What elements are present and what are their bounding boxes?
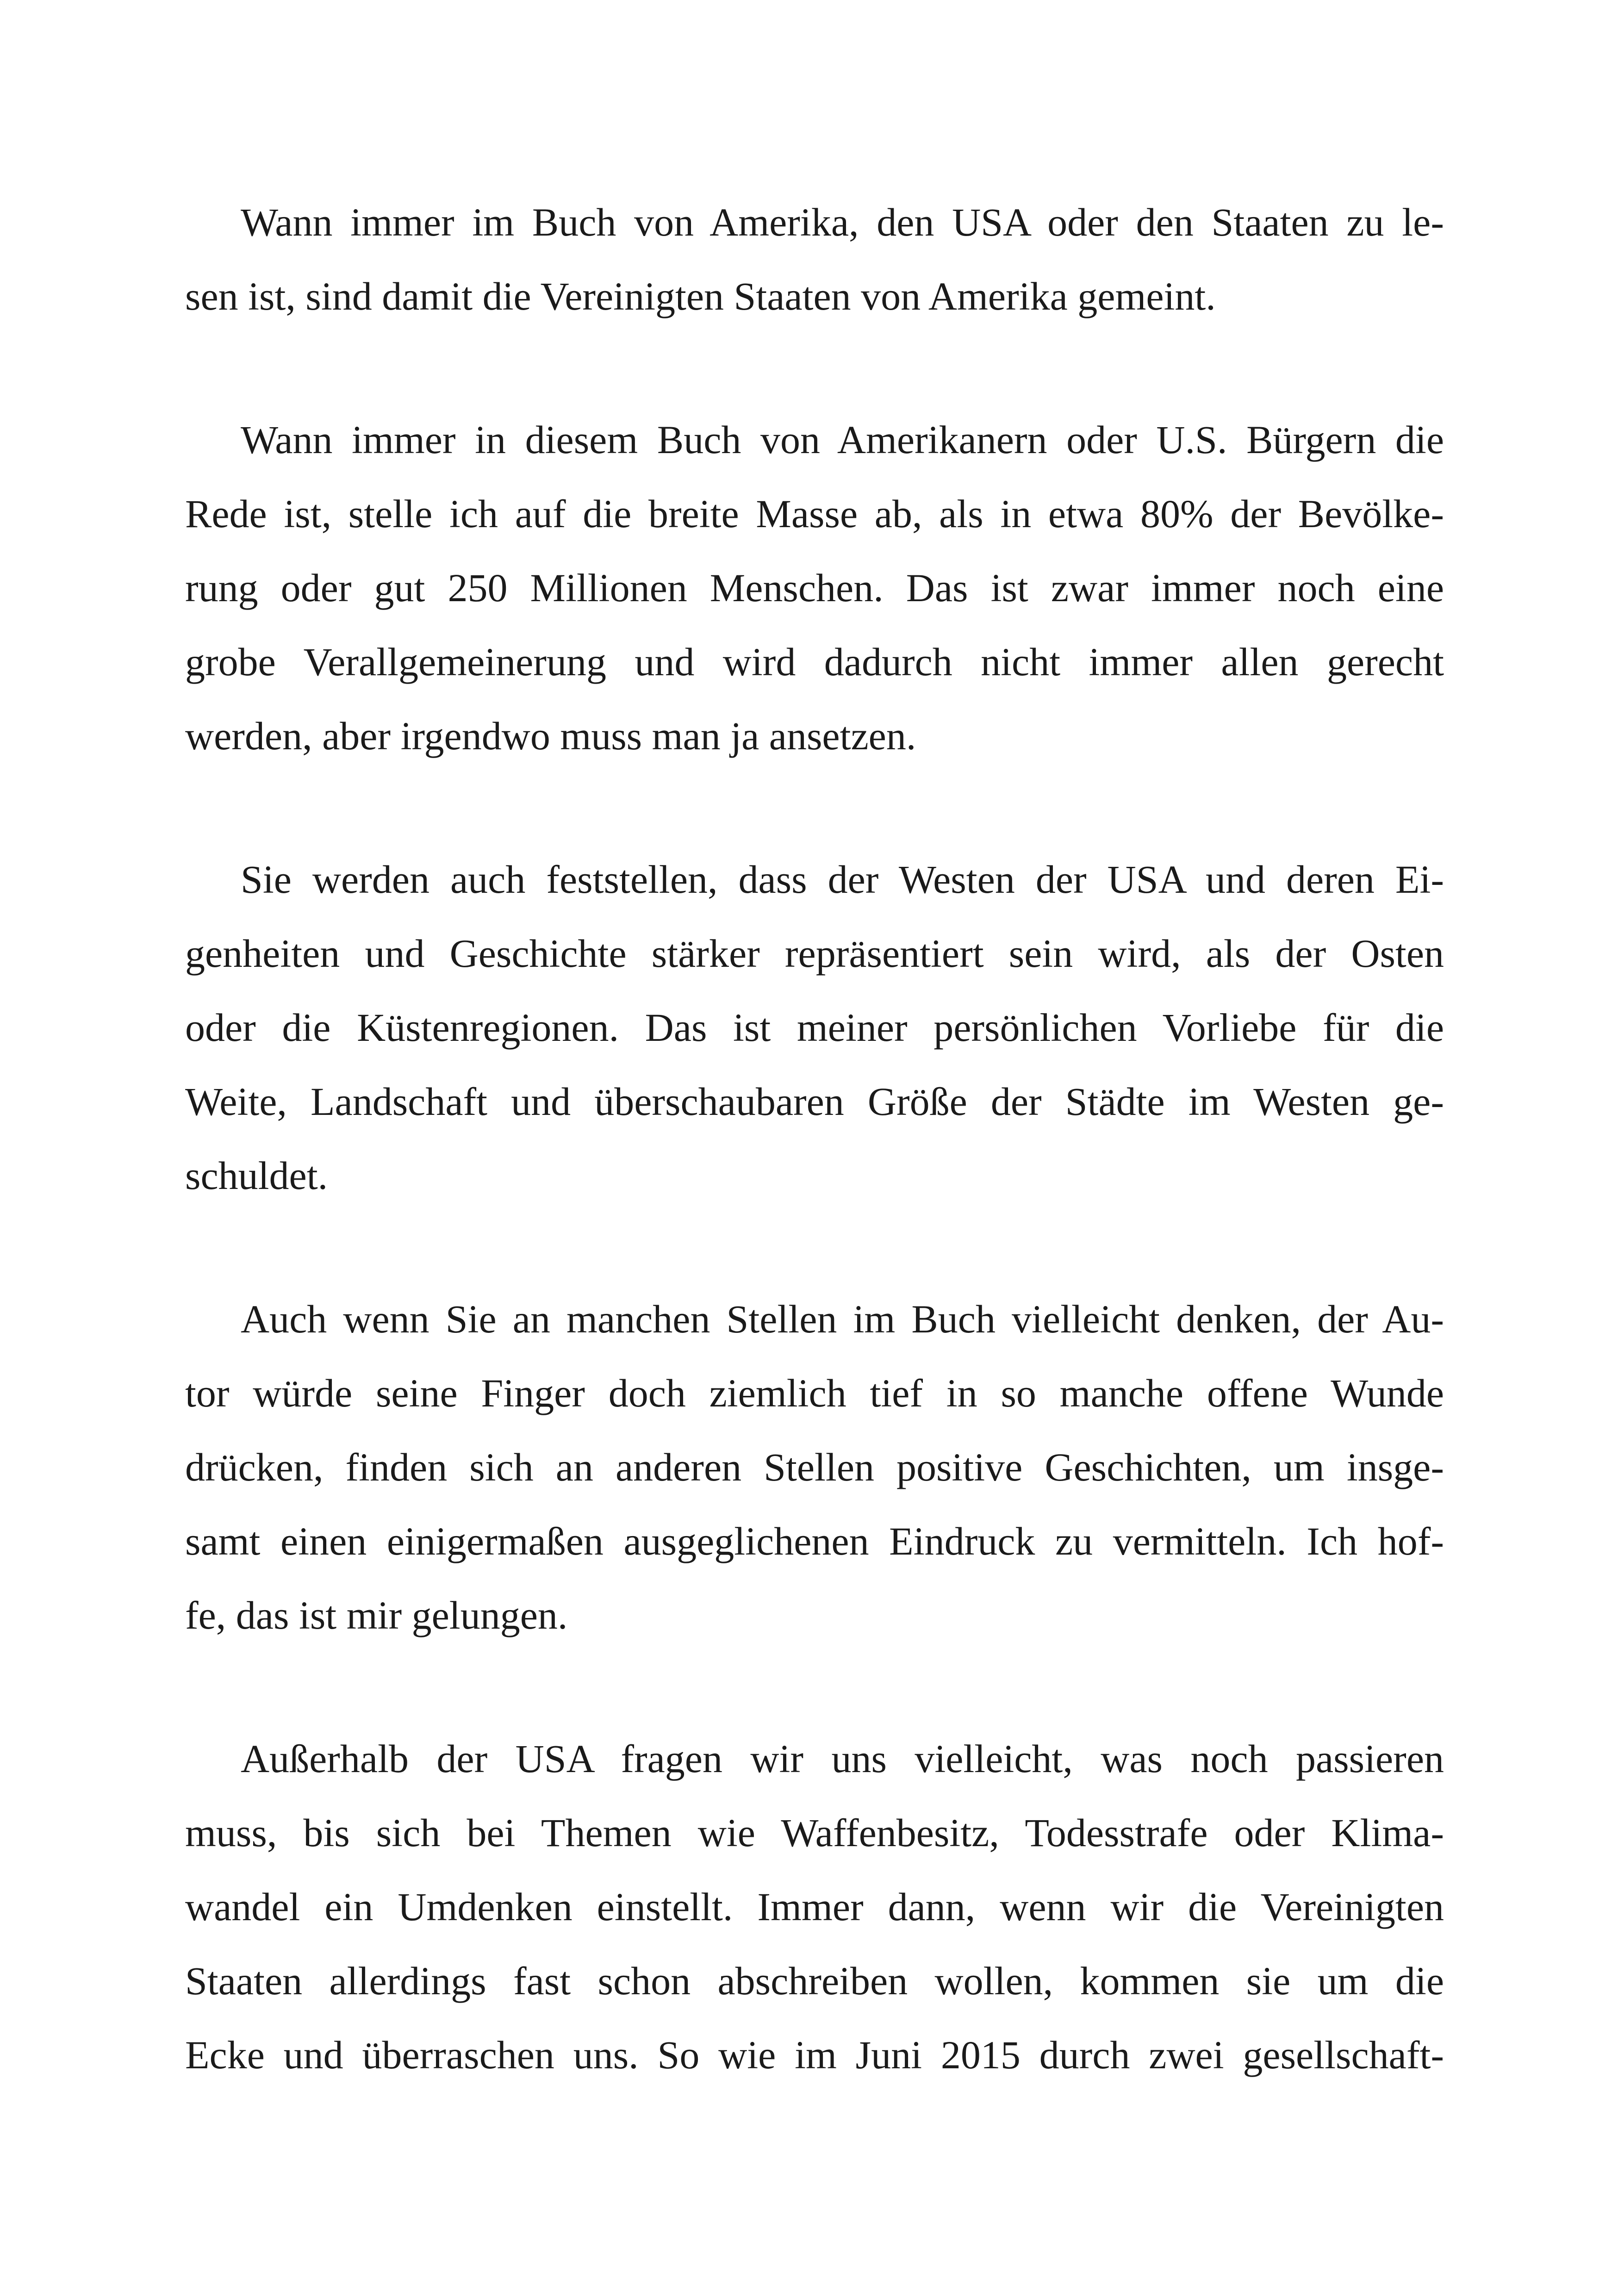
- text-line: Wann immer in diesem Buch von Amerikanern oder U.S. Bürgern die: [241, 417, 1444, 462]
- text-line: schuldet.: [185, 1153, 328, 1198]
- text-line: Ecke und überraschen uns. So wie im Juni 2015 durch zwei gesellschaft-: [185, 2033, 1444, 2077]
- text-line: Weite, Landschaft und überschaubaren Größe der Städte im Westen ge-: [185, 1079, 1444, 1124]
- text-line: werden, aber irgendwo muss man ja ansetzen.: [185, 714, 916, 758]
- paragraph-2: [185, 403, 1444, 773]
- text-line: muss, bis sich bei Themen wie Waffenbesitz, Todesstrafe oder Klima-: [185, 1811, 1444, 1855]
- text-line: drücken, finden sich an anderen Stellen positive Geschichten, um insge-: [185, 1445, 1444, 1489]
- paragraph-1: [185, 185, 1444, 333]
- text-line: samt einen einigermaßen ausgeglichenen Eindruck zu vermitteln. Ich hof-: [185, 1519, 1444, 1563]
- text-line: grobe Verallgemeinerung und wird dadurch nicht immer allen gerecht: [185, 640, 1444, 684]
- text-line: tor würde seine Finger doch ziemlich tief in so manche offene Wunde: [185, 1371, 1444, 1415]
- text-line: fe, das ist mir gelungen.: [185, 1593, 568, 1637]
- text-line: wandel ein Umdenken einstellt. Immer dann, wenn wir die Vereinigten: [185, 1885, 1444, 1929]
- body-text: [185, 185, 1444, 2092]
- text-line: Staaten allerdings fast schon abschreiben wollen, kommen sie um die: [185, 1959, 1444, 2003]
- text-line: Außerhalb der USA fragen wir uns vielleicht, was noch passieren: [241, 1736, 1444, 1781]
- text-line: Sie werden auch feststellen, dass der Westen der USA und deren Ei-: [241, 857, 1444, 902]
- text-line: rung oder gut 250 Millionen Menschen. Das ist zwar immer noch eine: [185, 566, 1444, 610]
- paragraph-4: [185, 1282, 1444, 1652]
- paragraph-3: [185, 842, 1444, 1213]
- text-line: oder die Küstenregionen. Das ist meiner persönlichen Vorliebe für die: [185, 1005, 1444, 1050]
- text-line: sen ist, sind damit die Vereinigten Staaten von Amerika gemeint.: [185, 274, 1216, 318]
- text-line: genheiten und Geschichte stärker repräsentiert sein wird, als der Osten: [185, 931, 1444, 976]
- text-line: Auch wenn Sie an manchen Stellen im Buch vielleicht denken, der Au-: [241, 1297, 1444, 1341]
- paragraph-5: [185, 1722, 1444, 2092]
- text-line: Wann immer im Buch von Amerika, den USA oder den Staaten zu le-: [241, 200, 1444, 244]
- text-line: Rede ist, stelle ich auf die breite Masse ab, als in etwa 80% der Bevölke-: [185, 492, 1444, 536]
